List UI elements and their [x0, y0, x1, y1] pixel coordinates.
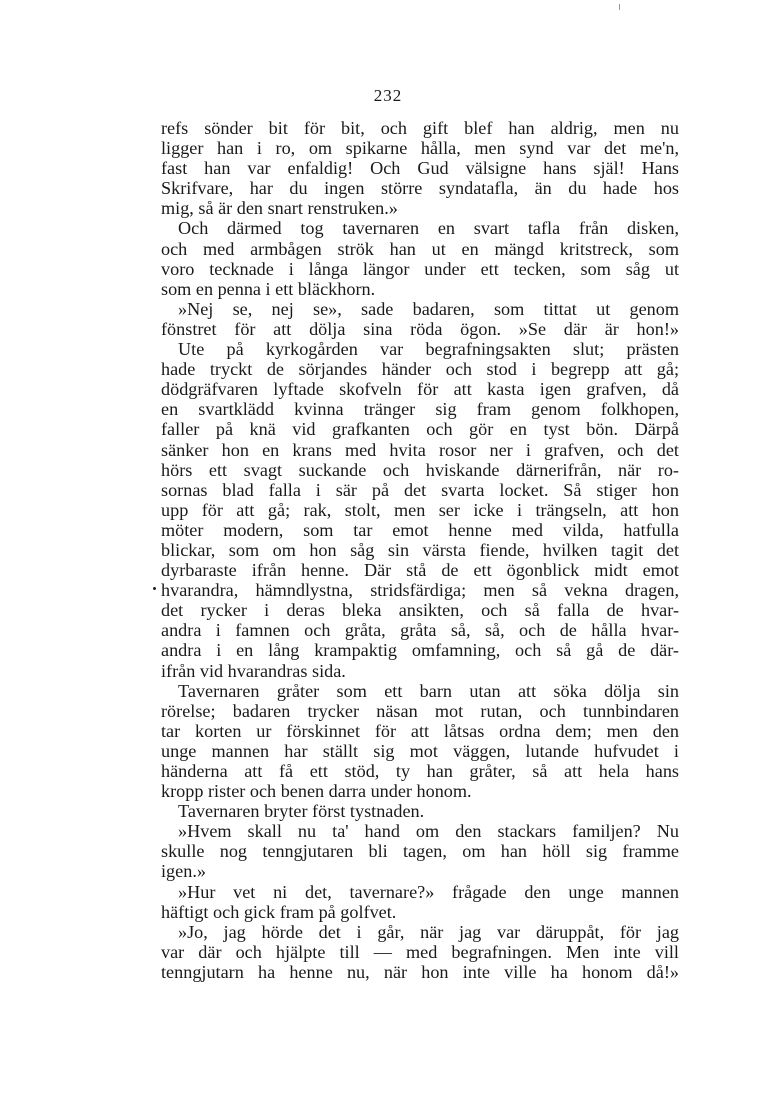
text-line: upp för att gå; rak, stolt, men ser icke i trängseln, att hon [161, 499, 679, 520]
text-line: häftigt och gick fram på golfvet. [161, 901, 397, 922]
text-line: ligger han i ro, om spikarne hålla, men synd var det me'n, [161, 138, 679, 159]
text-line: sornas blad falla i sär på det svarta locket. Så stiger hon [161, 479, 679, 500]
text-line: blickar, som om hon såg sin värsta fiende, hvilken tagit det [161, 539, 679, 560]
text-line: möter modern, som tar emot henne med vilda, hatfulla [161, 519, 679, 540]
text-line: faller på knä vid grafkanten och gör en tyst bön. Därpå [161, 419, 679, 440]
page-number: 232 [373, 86, 403, 105]
text-line: andra i en lång krampaktig omfamning, och så gå de där- [161, 640, 679, 661]
text-line: dyrbaraste ifrån henne. Där stå de ett ögonblick midt emot [161, 560, 679, 581]
text-line: det rycker i deras bleka ansikten, och så falla de hvar- [161, 600, 679, 621]
text-line: andra i famnen och gråta, gråta så, så, och de hålla hvar- [161, 620, 679, 641]
text-line: igen.» [161, 861, 206, 882]
margin-speck [153, 587, 156, 590]
text-line: mig, så är den snart renstruken.» [161, 198, 398, 219]
text-line: Ute på kyrkogården var begrafningsakten slut; prästen [178, 339, 679, 360]
text-line: fast han var enfaldig! Och Gud välsigne hans själ! Hans [161, 158, 679, 179]
text-line: tenngjutarn ha henne nu, när hon inte ville ha honom då!» [161, 961, 679, 982]
text-line: dödgräfvaren lyftade skofveln för att kasta igen grafven, då [161, 379, 679, 400]
text-line: och med armbågen strök han ut en mängd kritstreck, som [161, 238, 679, 259]
text-line: fönstret för att dölja sina röda ögon. »Se där är hon!» [161, 318, 679, 339]
text-line: Skrifvare, har du ingen större syndatafla, än du hade hos [161, 178, 679, 199]
text-line: skulle nog tenngjutaren bli tagen, om han höll sig framme [161, 841, 679, 862]
text-line: hade tryckt de sörjandes händer och stod i begrepp att gå; [161, 359, 679, 380]
text-line: hörs ett svagt suckande och hviskande därnerifrån, när ro- [161, 459, 679, 480]
text-line: Och därmed tog tavernaren en svart tafla från disken, [178, 218, 679, 239]
text-line: voro tecknade i långa längor under ett tecken, som såg ut [161, 258, 679, 279]
text-line: ifrån vid hvarandras sida. [161, 660, 346, 681]
text-line: »Hur vet ni det, tavernare?» frågade den unge mannen [178, 881, 679, 902]
text-line: Tavernaren gråter som ett barn utan att söka dölja sin [178, 680, 679, 701]
text-line: »Jo, jag hörde det i går, när jag var däruppåt, för jag [178, 921, 679, 942]
text-line: kropp rister och benen darra under honom. [161, 781, 472, 802]
text-line: sänker hon en krans med hvita rosor ner i grafven, och det [161, 439, 679, 460]
text-line: tar korten ur förskinnet för att låtsas ordna dem; men den [161, 720, 679, 741]
text-line: unge mannen har ställt sig mot väggen, lutande hufvudet i [161, 740, 679, 761]
text-line: var där och hjälpte till — med begrafningen. Men inte vill [161, 941, 679, 962]
text-line: »Hvem skall nu ta' hand om den stackars familjen? Nu [178, 821, 679, 842]
text-line: »Nej se, nej se», sade badaren, som tittat ut genom [178, 298, 679, 319]
text-line: en svartklädd kvinna tränger sig fram genom folkhopen, [161, 399, 679, 420]
scan-edge-mark [619, 4, 620, 10]
text-line: som en penna i ett bläckhorn. [161, 278, 376, 299]
text-line: Tavernaren bryter först tystnaden. [178, 801, 425, 822]
body-text [161, 118, 679, 982]
text-line: händerna att få ett stöd, ty han gråter, så att hela hans [161, 761, 679, 781]
text-line: rörelse; badaren trycker näsan mot rutan, och tunnbindaren [161, 700, 679, 721]
text-line: refs sönder bit för bit, och gift blef han aldrig, men nu [161, 118, 679, 138]
text-line: hvarandra, hämndlystna, stridsfärdiga; men så vekna dragen, [161, 580, 679, 601]
